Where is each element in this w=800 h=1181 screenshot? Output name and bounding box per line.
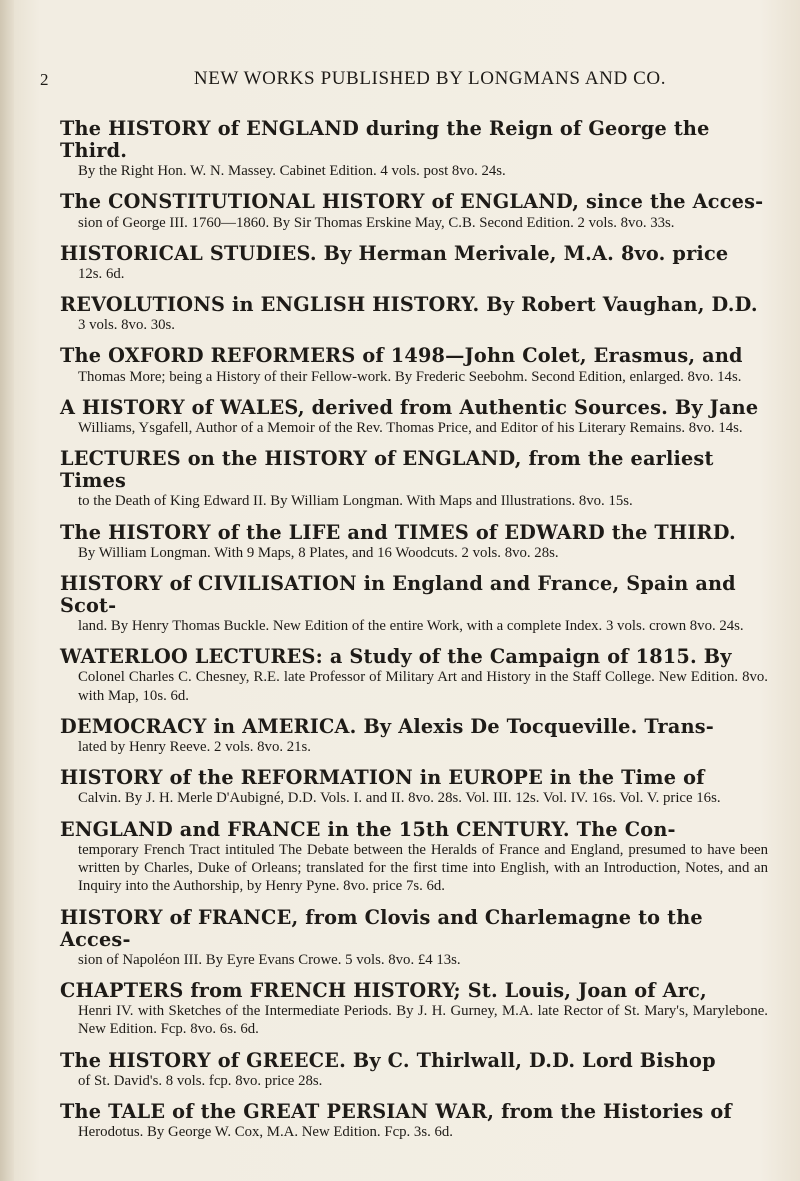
list-item [60,294,768,334]
entry-body: 12s. 6d. [78,265,125,282]
entry-title: REVOLUTIONS in ENGLISH HISTORY. By Robert Vaughan, D.D. [60,293,758,317]
list-item [60,1101,768,1141]
entry-title: The HISTORY of GREECE. By C. Thirlwall, D.D. Lord Bishop [60,1048,716,1072]
entry-title: WATERLOO LECTURES: a Study of the Campaign of 1815. By [60,645,732,669]
list-item [60,767,768,807]
entry-body: Colonel Charles C. Chesney, R.E. late Professor of Military Art and History in the Staff College. New Edition. 8vo. with Map, 10s. 6d. [78,669,768,704]
list-item [60,716,768,756]
list-item [60,646,768,705]
entry-title: The CONSTITUTIONAL HISTORY of ENGLAND, since the Acces- [60,190,764,214]
running-head: NEW WORKS PUBLISHED BY LONGMANS AND CO. [193,68,667,89]
list-item [60,191,768,231]
list-item [60,243,768,283]
list-item [60,345,768,385]
entry-body: By the Right Hon. W. N. Massey. Cabinet Edition. 4 vols. post 8vo. 24s. [78,163,506,180]
entry-title: A HISTORY of WALES, derived from Authentic Sources. By Jane [60,395,759,419]
entry-title: HISTORY of FRANCE, from Clovis and Charlemagne to the Acces- [60,905,703,951]
list-item [60,1050,768,1090]
entry-body: land. By Henry Thomas Buckle. New Edition of the entire Work, with a complete Index. 3 vols. crown 8vo. 24s. [78,618,744,635]
entry-title: DEMOCRACY in AMERICA. By Alexis De Tocqueville. Trans- [60,714,714,738]
binding-gutter [0,0,14,1181]
list-item [60,522,768,562]
entry-body: sion of Napoléon III. By Eyre Evans Crowe. 5 vols. 8vo. £4 13s. [78,951,461,968]
list-item [60,907,768,969]
entry-title: HISTORICAL STUDIES. By Herman Merivale, M.A. 8vo. price [60,241,729,265]
entry-body: 3 vols. 8vo. 30s. [78,317,176,334]
entry-title: ENGLAND and FRANCE in the 15th CENTURY. The Con- [60,817,676,841]
entry-title: The TALE of the GREAT PERSIAN WAR, from the Histories of [60,1099,732,1123]
entry-body: Williams, Ysgafell, Author of a Memoir of the Rev. Thomas Price, and Editor of his Literary Remains. 8vo. 14s. [78,419,743,436]
page-header [40,64,780,94]
list-item [60,819,768,896]
entry-title: LECTURES on the HISTORY of ENGLAND, from the earliest Times [60,447,714,493]
entry-title: The HISTORY of the LIFE and TIMES of EDWARD the THIRD. [60,520,736,544]
list-item [60,397,768,437]
entry-body: sion of George III. 1760—1860. By Sir Thomas Erskine May, C.B. Second Edition. 2 vols. 8vo. 33s. [78,214,675,231]
entry-body: Herodotus. By George W. Cox, M.A. New Edition. Fcp. 3s. 6d. [78,1123,453,1140]
entry-title: HISTORY of the REFORMATION in EUROPE in the Time of [60,766,705,790]
entry-title: The HISTORY of ENGLAND during the Reign of George the Third. [60,117,710,163]
entry-title: The OXFORD REFORMERS of 1498—John Colet, Erasmus, and [60,344,743,368]
list-item [60,118,768,180]
entry-body: By William Longman. With 9 Maps, 8 Plates, and 16 Woodcuts. 2 vols. 8vo. 28s. [78,544,559,561]
entry-body: Calvin. By J. H. Merle D'Aubigné, D.D. Vols. I. and II. 8vo. 28s. Vol. III. 12s. Vol. IV. 16s. Vol. V. price 16s. [78,790,721,807]
entry-body: temporary French Tract intituled The Debate between the Heralds of France and England, presumed to have been written by Charles, Duke of Orleans; translated for the first time into English, with an Introduction, Notes, and an Inquiry into the Authorship, by Henry Pyne. 8vo. price 7s. 6d. [78,841,768,895]
entry-body: to the Death of King Edward II. By William Longman. With Maps and Illustrations. 8vo. 15s. [78,493,633,510]
list-item [60,573,768,635]
entry-title: CHAPTERS from FRENCH HISTORY; St. Louis, Joan of Arc, [60,978,707,1002]
list-item [60,448,768,510]
list-item [60,980,768,1039]
entry-title: HISTORY of CIVILISATION in England and France, Spain and Scot- [60,571,736,618]
catalogue-entries [60,118,768,1152]
entry-body: of St. David's. 8 vols. fcp. 8vo. price 28s. [78,1072,323,1089]
page-number: 2 [40,70,49,89]
entry-body: lated by Henry Reeve. 2 vols. 8vo. 21s. [78,739,312,756]
entry-body: Thomas More; being a History of their Fellow-work. By Frederic Seebohm. Second Edition, enlarged. 8vo. 14s. [78,368,742,385]
entry-body: Henri IV. with Sketches of the Intermediate Periods. By J. H. Gurney, M.A. late Rector of St. Mary's, Marylebone. New Edition. Fcp. 8vo. 6s. 6d. [78,1003,768,1038]
